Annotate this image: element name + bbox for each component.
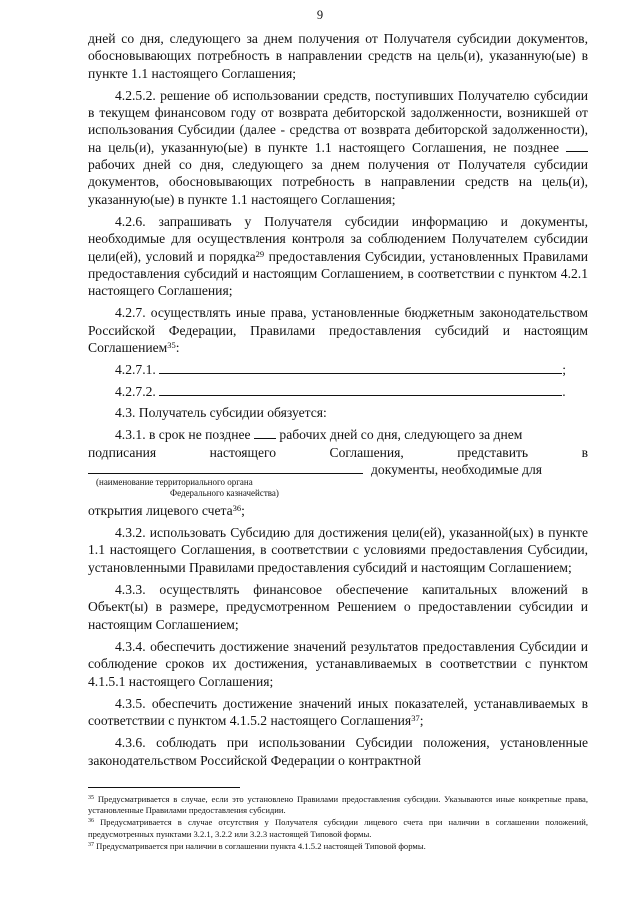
subitem-4-2-7-1 (88, 361, 588, 378)
paragraph-text: 4.3.1. в срок не позднее (115, 427, 251, 443)
footnote-ref: 29 (255, 248, 265, 259)
paragraph-text: : (175, 340, 180, 356)
paragraph-4-2-6 (88, 213, 588, 299)
subitem-end: ; (562, 362, 566, 378)
paragraph-4-3: 4.3. Получатель субсидии обязуется: (115, 404, 327, 420)
footnote-number: 37 (88, 841, 94, 848)
paragraph-4-3-4: 4.3.4. обеспечить достижение значений результатов предоставления Субсидии и соблюдение сроков их достижения, устанавливаемых в соответствии с пунктом 4.1.5.1 настоящего Соглашения; (88, 638, 588, 689)
footnote-ref: 35 (167, 340, 176, 351)
paragraph-text: открытия лицевого счета (88, 502, 233, 518)
footnote-ref: 36 (232, 502, 242, 513)
paragraph-4-3-2: 4.3.2. использовать Субсидию для достижения цели(ей), указанной(ых) в пункте 1.1 настоящего Соглашения, в соответствии с условиями предоставления Субсидии, установленными Правилами предоставления субсидий и настоящим Соглашением; (88, 525, 588, 575)
fill-in-line (159, 372, 562, 374)
page-number: 9 (316, 8, 324, 22)
paragraph-4-3-3: 4.3.3. осуществлять финансовое обеспечение капитальных вложений в Объект(ы) в размере, предусмотренном Решением о предоставлении субсидии и настоящим Соглашением; (88, 582, 588, 632)
subitem-label: 4.2.7.2. (115, 383, 156, 399)
footnote (88, 841, 588, 852)
paragraph-4-3-1 (88, 426, 588, 443)
paragraph-text: 4.2.7. осуществлять иные права, установленные бюджетным законодательством Российской Федерации, Правилами предоставления субсидий и настоящим Соглашением (88, 305, 588, 356)
paragraph-4-2-7 (88, 304, 588, 356)
footnote-text: Предусматривается в случае отсутствия у Получателя субсидии лицевого счета при наличии в соглашении положений, предусмотренных пунктами 3.2.1, 3.2.2 или 3.2.3 настоящей Типовой формы. (88, 817, 588, 839)
subitem-label: 4.2.7.1. (115, 362, 156, 378)
paragraph-text: 4.2.5.2. решение об использовании средств, поступивших Получателю субсидии в текущем финансовом году от возврата дебиторской задолженности, возникшей от использования Субсидии (далее - средства от возврата дебиторской задолженности), на цель(и), указанную(ые) в пункте 1.1 настоящего Соглашения, не позднее (88, 87, 588, 155)
blank-days-field (254, 437, 276, 439)
footnote-text: Предусматривается в случае, если это установлено Правилами предоставления субсидии. Указываются иные конкретные права, установленные Правилами предоставления субсидии. (88, 794, 588, 816)
footnote-separator (88, 787, 240, 788)
paragraph-text: документы, необходимые для (371, 461, 543, 477)
footnote (88, 794, 588, 816)
paragraph-4-3-1-line: подписания настоящего Соглашения, представить в (88, 444, 588, 460)
paragraph-4-3-6: 4.3.6. соблюдать при использовании Субсидии положения, установленные законодательством Российской Федерации о контрактной (88, 735, 588, 768)
paragraph-4-3-5 (88, 695, 588, 730)
blank-days-field (566, 150, 588, 152)
paragraph-continuation: дней со дня, следующего за днем получения от Получателя субсидии документов, обосновывающих потребность в направлении средств на цель(и), указанную(ые) в пункте 1.1 настоящего Соглашения; (88, 31, 588, 81)
paragraph-text: предоставления Субсидии, установленных Правилами предоставления субсидий и настоящим Соглашением, в соответствии с пунктом 4.2.1 настоящего Соглашения; (88, 248, 588, 299)
field-caption (96, 477, 588, 499)
caption-line: (наименование территориального органа (96, 476, 253, 487)
paragraph-text: рабочих дней со дня, следующего за днем (279, 427, 523, 443)
paragraph-text: 4.3.5. обеспечить достижение значений иных показателей, устанавливаемых в соответствии с пунктом 4.1.5.2 настоящего Соглашения (88, 695, 588, 729)
footnote-number: 35 (88, 795, 94, 801)
footnote (88, 817, 588, 839)
fill-in-line (159, 394, 562, 396)
paragraph-4-3-1-end (88, 502, 588, 519)
footnotes (88, 794, 588, 853)
treasury-name-line (88, 473, 363, 474)
document-body (88, 30, 588, 774)
paragraph-text: ; (241, 502, 245, 518)
paragraph-text: рабочих дней со дня, следующего за днем получения от Получателя субсидии документов, обосновывающих потребность в направлении средств на цель(и), указанную(ые) в пункте 1.1 настоящего Соглашения; (88, 157, 588, 207)
caption-line: Федерального казначейства) (170, 487, 279, 498)
paragraph-text: 4.2.6. запрашивать у Получателя субсидии информацию и документы, необходимые для осуществления контроля за соблюдением Получателем субсидии цели(ей), условий и порядка (88, 213, 588, 264)
subitem-end: . (562, 383, 566, 399)
footnote-number: 36 (88, 818, 94, 825)
treasury-field-row (88, 461, 588, 477)
footnote-text: Предусматривается при наличии в соглашении пункта 4.1.5.2 настоящей Типовой формы. (96, 840, 426, 851)
footnote-ref: 37 (411, 713, 420, 724)
paragraph-text: ; (419, 713, 424, 729)
paragraph-4-2-5-2 (88, 87, 588, 208)
subitem-4-2-7-2 (88, 383, 588, 400)
